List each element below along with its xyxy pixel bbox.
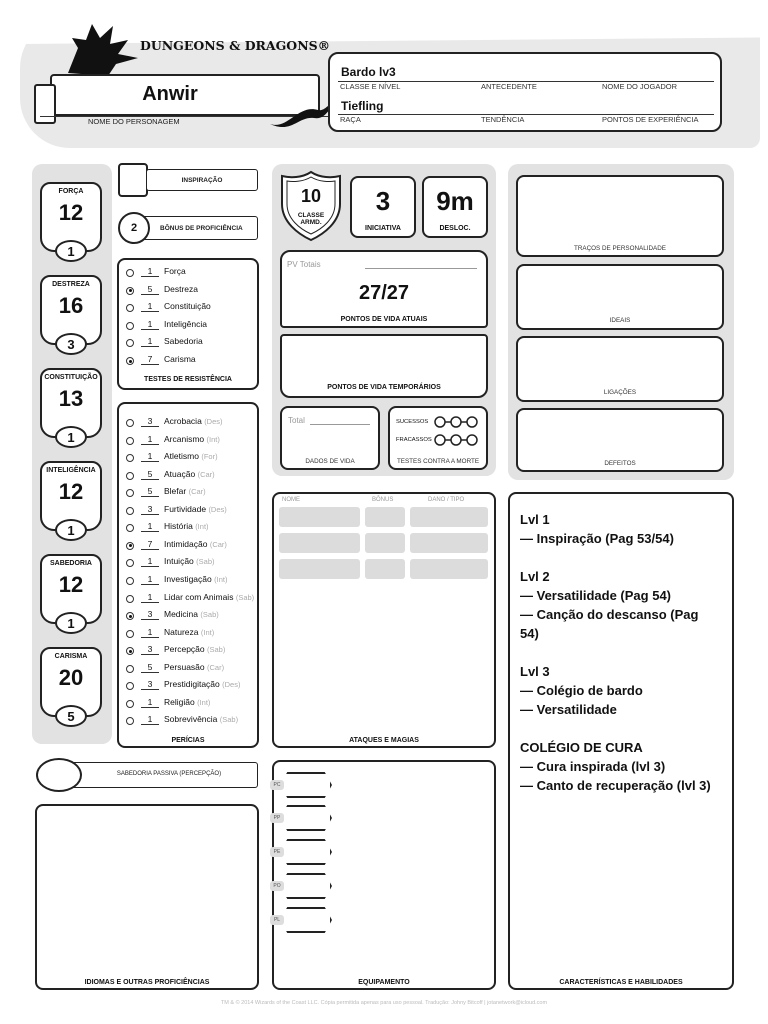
ability-modifier[interactable]: 1 xyxy=(55,426,87,448)
skill-name: Blefar xyxy=(164,486,187,497)
speed-value[interactable]: 9m xyxy=(436,186,474,216)
coin-gold[interactable] xyxy=(273,873,332,899)
ability-name: CONSTITUIÇÃO xyxy=(44,374,98,381)
passive-wisdom-value[interactable] xyxy=(36,758,82,792)
skill-ability: (Car) xyxy=(209,539,227,549)
proficiency-dot[interactable] xyxy=(126,419,134,427)
equipment-label: EQUIPAMENTO xyxy=(358,979,410,986)
languages-label: IDIOMAS E OUTRAS PROFICIÊNCIAS xyxy=(84,979,210,986)
saving-throw-name: Sabedoria xyxy=(164,336,203,347)
player-name-label: NOME DO JOGADOR xyxy=(602,82,678,91)
features-line: — Versatilidade (Pag 54) xyxy=(520,588,672,603)
footer-credits: TM & © 2014 Wizards of the Coast LLC. Cópia permitida apenas para uso pessoal. Tradução: Johny Bitcoff | jotanetwork@icloud.com xyxy=(220,1000,548,1006)
proficiency-dot[interactable] xyxy=(126,357,134,365)
proficiency-dot[interactable] xyxy=(126,577,134,585)
skill-ability: (Int) xyxy=(206,434,220,444)
skill-value[interactable]: 5 xyxy=(141,662,159,673)
skill-name-wrap xyxy=(164,451,218,461)
ability-score[interactable]: 16 xyxy=(58,293,84,318)
skill-name: Atletismo xyxy=(164,451,199,462)
skill-value[interactable]: 3 xyxy=(141,679,159,690)
features-label: CARACTERÍSTICAS E HABILIDADES xyxy=(559,979,683,986)
attack-name-cell[interactable] xyxy=(279,533,360,553)
alignment-label: TENDÊNCIA xyxy=(481,115,525,124)
features-line: — Cura inspirada (lvl 3) xyxy=(520,759,666,774)
skill-name-wrap xyxy=(164,434,220,444)
features-line: — Inspiração (Pag 53/54) xyxy=(520,531,674,546)
ability-score[interactable]: 13 xyxy=(58,386,84,411)
skill-name: Arcanismo xyxy=(164,433,205,444)
ability-score[interactable]: 12 xyxy=(58,479,84,504)
ability-modifier[interactable]: 1 xyxy=(55,519,87,541)
skill-name-wrap xyxy=(164,644,225,654)
features-spacer xyxy=(520,548,720,567)
proficiency-dot[interactable] xyxy=(126,612,134,620)
death-saves-successes-label: SUCESSOS xyxy=(396,419,429,425)
saving-throw-name: Inteligência xyxy=(164,318,208,329)
proficiency-dot[interactable] xyxy=(126,322,134,330)
skill-name: Persuasão xyxy=(164,661,205,672)
proficiency-dot[interactable] xyxy=(126,665,134,673)
saving-throw-name: Destreza xyxy=(164,283,199,294)
skill-name: Percepção xyxy=(164,644,205,655)
skill-ability: (Sab) xyxy=(207,645,226,655)
coin-copper[interactable] xyxy=(273,772,332,798)
saving-throws-title: TESTES DE RESISTÊNCIA xyxy=(144,376,232,383)
skill-name: História xyxy=(164,521,193,532)
skill-value[interactable]: 1 xyxy=(141,714,159,725)
death-saves-label: TESTES CONTRA A MORTE xyxy=(396,458,480,465)
skill-ability: (Sab) xyxy=(219,715,239,725)
proficiency-dot[interactable] xyxy=(126,700,134,708)
logo-text: DUNGEONS & DRAGONS® xyxy=(140,38,331,53)
skill-name: Sobrevivência xyxy=(164,714,218,725)
proficiency-dot[interactable] xyxy=(126,507,134,515)
ability-name: INTELIGÊNCIA xyxy=(46,467,96,474)
skill-name-wrap xyxy=(164,714,238,724)
saving-throw-name: Constituição xyxy=(164,301,211,312)
ability-score[interactable]: 20 xyxy=(58,665,84,690)
initiative-label: INICIATIVA xyxy=(365,225,401,232)
proficiency-value[interactable]: 2 xyxy=(118,212,150,244)
skill-value[interactable]: 3 xyxy=(141,609,159,620)
ability-name: DESTREZA xyxy=(52,281,90,288)
skill-name-wrap xyxy=(164,592,254,602)
features-line: — Colégio de bardo xyxy=(520,683,643,698)
skill-value[interactable]: 1 xyxy=(141,574,159,585)
skill-name: Investigação xyxy=(164,573,212,584)
initiative-value[interactable]: 3 xyxy=(375,186,391,216)
ability-charisma xyxy=(40,647,102,729)
ability-modifier[interactable]: 1 xyxy=(55,612,87,634)
coin-hex xyxy=(280,772,332,798)
proficiency-label: BÔNUS DE PROFICIÊNCIA xyxy=(160,225,243,232)
saving-throw-value[interactable]: 1 xyxy=(141,319,159,330)
skill-name: Prestidigitação xyxy=(164,679,220,690)
coin-platinum[interactable] xyxy=(273,907,332,933)
saving-throw-name: Carisma xyxy=(164,354,196,364)
armor-class-value[interactable]: 10 xyxy=(300,186,322,206)
bonds-label: LIGAÇÕES xyxy=(603,389,637,396)
ability-strength xyxy=(40,182,102,264)
skill-name: Intuição xyxy=(164,556,194,567)
character-name[interactable]: Anwir xyxy=(142,83,198,105)
xp-label: PONTOS DE EXPERIÊNCIA xyxy=(602,115,699,124)
attack-bonus-cell[interactable] xyxy=(365,533,405,553)
ability-wisdom xyxy=(40,554,102,636)
skill-name: Intimidação xyxy=(164,538,208,549)
skill-name-wrap xyxy=(164,486,206,496)
skill-ability: (Sab) xyxy=(200,610,219,620)
coin-hex xyxy=(280,907,332,933)
coin-electrum[interactable] xyxy=(273,839,332,865)
saving-throw-value[interactable]: 1 xyxy=(141,266,159,277)
features-line: Lvl 3 xyxy=(520,664,550,679)
inspiration-label: INSPIRAÇÃO xyxy=(181,177,223,184)
dragon-logo-icon xyxy=(58,18,148,78)
inspiration-checkbox[interactable] xyxy=(118,163,148,197)
skill-name-wrap xyxy=(164,609,219,619)
skill-name-wrap xyxy=(164,679,240,689)
attacks-label: ATAQUES E MAGIAS xyxy=(349,737,419,744)
class-level[interactable]: Bardo lv3 xyxy=(341,65,396,79)
features-text xyxy=(520,510,720,795)
character-name-label: NOME DO PERSONAGEM xyxy=(88,117,180,126)
hit-points-label: PONTOS DE VIDA ATUAIS xyxy=(340,316,428,323)
ability-modifier[interactable]: 5 xyxy=(55,705,87,727)
attacks-col-name: NOME xyxy=(282,497,300,503)
skill-ability: (Int) xyxy=(200,627,215,637)
attack-damage-cell[interactable] xyxy=(410,559,488,579)
skill-name: Medicina xyxy=(164,609,199,620)
class-level-label: CLASSE E NÍVEL xyxy=(340,82,401,91)
ideals-label: IDEAIS xyxy=(609,317,631,324)
attacks-col-bonus: BÔNUS xyxy=(372,497,394,503)
skill-name-wrap xyxy=(164,416,223,426)
hit-points-max-line xyxy=(365,268,477,269)
attack-damage-cell[interactable] xyxy=(410,533,488,553)
skill-name-wrap xyxy=(164,539,227,549)
languages-box[interactable] xyxy=(35,804,259,990)
skill-name: Religião xyxy=(164,696,195,707)
proficiency-dot[interactable] xyxy=(126,472,134,480)
skills-title: PERÍCIAS xyxy=(171,737,205,744)
ability-modifier[interactable]: 3 xyxy=(55,333,87,355)
flaws-label: DEFEITOS xyxy=(604,460,636,467)
skill-value[interactable]: 3 xyxy=(141,644,159,655)
skill-value[interactable]: 5 xyxy=(141,486,159,497)
name-scroll-tail xyxy=(34,84,56,124)
ability-name: CARISMA xyxy=(54,653,88,660)
armor-class-label: CLASSE ARMD. xyxy=(297,212,325,226)
skill-ability: (Sab) xyxy=(235,592,255,602)
personality-traits-label: TRAÇOS DE PERSONALIDADE xyxy=(573,245,667,252)
background-label: ANTECEDENTE xyxy=(481,82,537,91)
coin-hex xyxy=(280,873,332,899)
ability-score[interactable]: 12 xyxy=(58,200,84,225)
skill-value[interactable]: 7 xyxy=(141,539,159,550)
hit-dice-line xyxy=(310,424,370,425)
race-label: RAÇA xyxy=(340,115,361,124)
skill-name-wrap xyxy=(164,697,210,707)
coin-label: PL xyxy=(270,915,284,925)
attack-name-cell[interactable] xyxy=(279,507,360,527)
hit-dice-total-label: Total xyxy=(288,416,305,425)
skill-name-wrap xyxy=(164,574,227,584)
coin-silver[interactable] xyxy=(273,805,332,831)
skill-name-wrap xyxy=(164,662,224,672)
skill-value[interactable]: 1 xyxy=(141,592,159,603)
skill-value[interactable]: 1 xyxy=(141,434,159,445)
saving-throw-value[interactable]: 5 xyxy=(141,284,159,295)
passive-wisdom-label: SABEDORIA PASSIVA (PERCEPÇÃO) xyxy=(116,771,222,777)
ability-name: FORÇA xyxy=(58,188,84,195)
skill-ability: (Des) xyxy=(208,504,227,514)
ability-name: SABEDORIA xyxy=(49,560,92,567)
coin-label: PO xyxy=(270,881,284,891)
ability-score[interactable]: 12 xyxy=(58,572,84,597)
features-spacer xyxy=(520,643,720,662)
ability-dexterity xyxy=(40,275,102,357)
skill-ability: (Int) xyxy=(195,522,209,532)
coin-hex xyxy=(280,805,332,831)
death-saves-failures-label: FRACASSOS xyxy=(396,437,432,443)
skill-ability: (Int) xyxy=(197,697,211,707)
ability-constitution xyxy=(40,368,102,450)
features-line: — Canto de recuperação (lvl 3) xyxy=(520,778,711,793)
coin-label: PP xyxy=(270,813,284,823)
attack-bonus-cell[interactable] xyxy=(365,559,405,579)
skill-value[interactable]: 1 xyxy=(141,521,159,532)
skill-name-wrap xyxy=(164,504,227,514)
coin-hex xyxy=(280,839,332,865)
proficiency-dot[interactable] xyxy=(126,595,134,603)
ability-intelligence xyxy=(40,461,102,543)
skill-name-wrap xyxy=(164,521,209,531)
skill-value[interactable]: 1 xyxy=(141,451,159,462)
attack-bonus-cell[interactable] xyxy=(365,507,405,527)
hit-dice-label: DADOS DE VIDA xyxy=(305,458,355,465)
proficiency-dot[interactable] xyxy=(126,437,134,445)
features-line: — Versatilidade xyxy=(520,702,617,717)
saving-throw-value[interactable]: 7 xyxy=(141,354,159,365)
death-saves-successes-circles[interactable] xyxy=(433,415,479,429)
attack-name-cell[interactable] xyxy=(279,559,360,579)
saving-throw-value[interactable]: 1 xyxy=(141,336,159,347)
features-line: Lvl 1 xyxy=(520,512,550,527)
features-line: — Canção do descanso (Pag 54) xyxy=(520,607,699,641)
attack-damage-cell[interactable] xyxy=(410,507,488,527)
coin-label: PC xyxy=(270,780,284,790)
ability-modifier[interactable]: 1 xyxy=(55,240,87,262)
skill-name: Furtividade xyxy=(164,503,207,514)
speed-label: DESLOC. xyxy=(439,225,471,232)
skill-value[interactable]: 1 xyxy=(141,697,159,708)
skill-ability: (Car) xyxy=(197,469,215,479)
skill-name: Atuação xyxy=(164,468,196,479)
skill-value[interactable]: 3 xyxy=(141,416,159,427)
saving-throw-name: Força xyxy=(164,266,186,276)
features-line: COLÉGIO DE CURA xyxy=(520,740,643,755)
skill-ability: (Car) xyxy=(207,662,225,672)
skill-value[interactable]: 1 xyxy=(141,627,159,638)
proficiency-dot[interactable] xyxy=(126,287,134,295)
hit-points-current[interactable]: 27/27 xyxy=(358,282,410,304)
coin-label: PE xyxy=(270,847,284,857)
features-line: Lvl 2 xyxy=(520,569,550,584)
skill-name: Acrobacia xyxy=(164,416,202,426)
hit-points-max-label: PV Totais xyxy=(287,260,321,269)
proficiency-dot[interactable] xyxy=(126,269,134,277)
temp-hit-points-label: PONTOS DE VIDA TEMPORÁRIOS xyxy=(327,384,441,391)
skill-ability: (For) xyxy=(201,452,218,462)
skill-value[interactable]: 5 xyxy=(141,469,159,480)
proficiency-dot[interactable] xyxy=(126,630,134,638)
skill-ability: (Des) xyxy=(204,417,223,426)
skill-name-wrap xyxy=(164,469,215,479)
proficiency-dot[interactable] xyxy=(126,542,134,550)
race[interactable]: Tiefling xyxy=(341,99,384,113)
skill-name-wrap xyxy=(164,556,215,566)
skill-name: Natureza xyxy=(164,626,199,637)
skill-ability: (Car) xyxy=(188,487,206,497)
saving-throw-value[interactable]: 1 xyxy=(141,301,159,312)
skill-value[interactable]: 1 xyxy=(141,556,159,567)
skill-ability: (Int) xyxy=(214,574,228,584)
skill-ability: (Des) xyxy=(222,680,241,690)
skill-ability: (Sab) xyxy=(196,557,215,567)
attacks-box xyxy=(272,492,496,748)
skill-name-wrap xyxy=(164,627,214,637)
skill-value[interactable]: 3 xyxy=(141,504,159,515)
death-saves-failures-circles[interactable] xyxy=(433,433,479,447)
skill-name: Lidar com Animais xyxy=(164,591,234,602)
features-spacer xyxy=(520,719,720,738)
attacks-col-damage: DANO / TIPO xyxy=(428,497,465,503)
